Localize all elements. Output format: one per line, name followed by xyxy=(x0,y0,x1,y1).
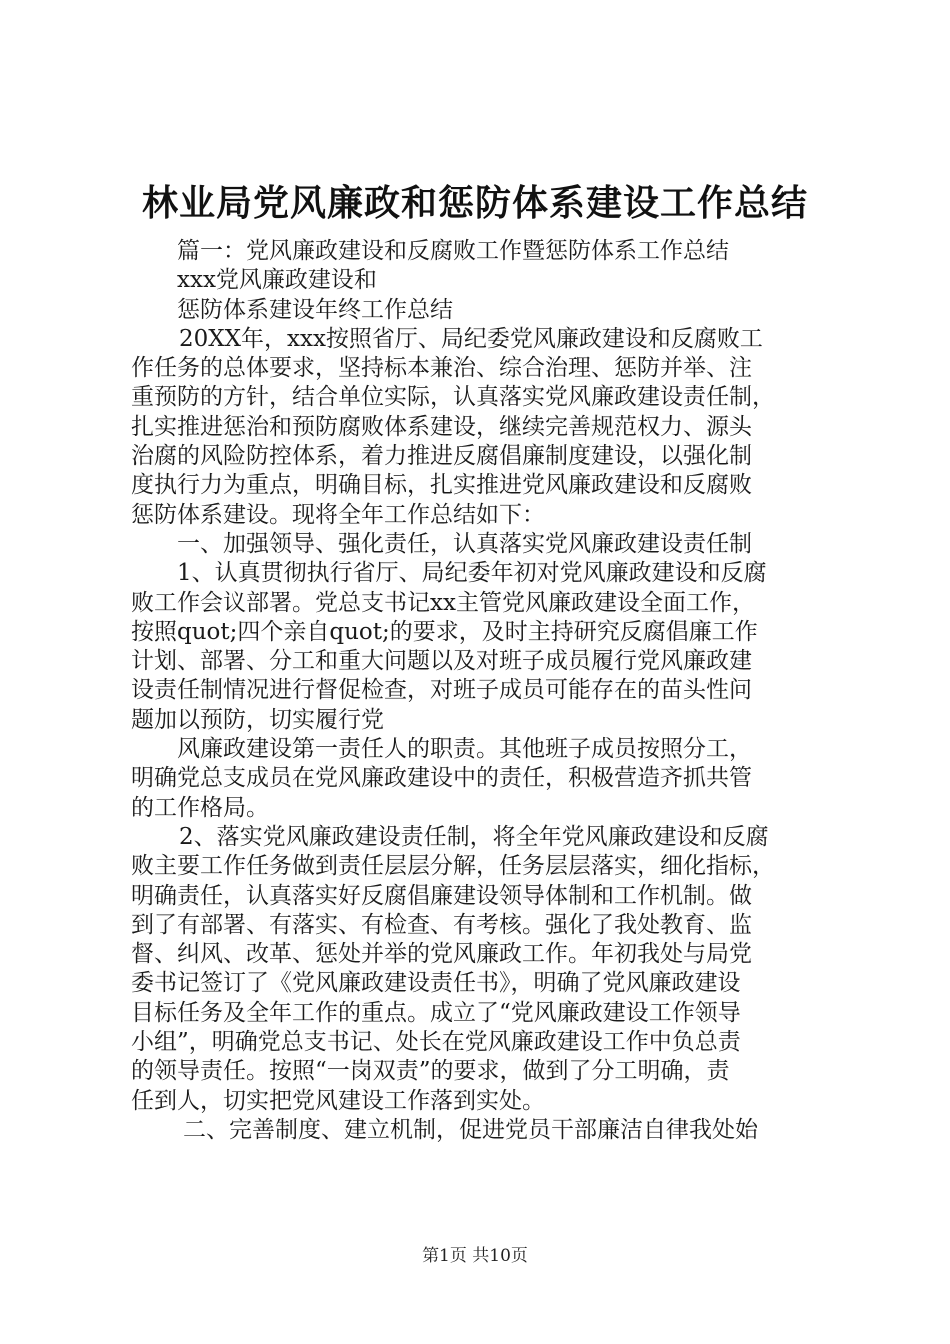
paragraph-line: 惩防体系建设。现将全年工作总结如下： xyxy=(131,501,545,528)
paragraph-line: 治腐的风险防控体系，着力推进反腐倡廉制度建设，以强化制 xyxy=(131,443,752,470)
paragraph-line: 督、纠风、改革、惩处并举的党风廉政工作。年初我处与局党 xyxy=(131,941,752,968)
paragraph-line: 风廉政建设第一责任人的职责。其他班子成员按照分工， xyxy=(177,736,752,763)
paragraph-line: 作任务的总体要求，坚持标本兼治、综合治理、惩防并举、注 xyxy=(131,355,752,382)
paragraph-line: 按照quot;四个亲自quot;的要求，及时主持研究反腐倡廉工作 xyxy=(131,618,758,645)
paragraph-line: 题加以预防，切实履行党 xyxy=(131,706,384,733)
section-heading: 二、完善制度、建立机制，促进党员干部廉洁自律我处始 xyxy=(183,1116,758,1143)
paragraph-line: 明确党总支成员在党风廉政建设中的责任，积极营造齐抓共管 xyxy=(131,765,752,792)
paragraph-line: 败主要工作任务做到责任层层分解，任务层层落实，细化指标， xyxy=(131,853,775,880)
paragraph-line: 任到人，切实把党风建设工作落到实处。 xyxy=(131,1087,545,1114)
paragraph-line: 目标任务及全年工作的重点。成立了“党风廉政建设工作领导 xyxy=(131,999,741,1026)
paragraph-line: 1、认真贯彻执行省厅、局纪委年初对党风廉政建设和反腐 xyxy=(177,560,767,587)
subtitle-line: 惩防体系建设年终工作总结 xyxy=(177,296,453,323)
paragraph-line: 度执行力为重点，明确目标，扎实推进党风廉政建设和反腐败 xyxy=(131,472,752,499)
paragraph-line: 明确责任，认真落实好反腐倡廉建设领导体制和工作机制。做 xyxy=(131,882,752,909)
page-footer: 第1页 共10页 xyxy=(422,1246,528,1266)
paragraph-line: 设责任制情况进行督促检查，对班子成员可能存在的苗头性问 xyxy=(131,677,752,704)
section-heading: 一、加强领导、强化责任，认真落实党风廉政建设责任制 xyxy=(177,530,752,557)
paragraph-line: 的领导责任。按照“一岗双责”的要求，做到了分工明确，责 xyxy=(131,1058,730,1085)
subtitle-line: xxx党风廉政建设和 xyxy=(177,267,377,294)
paragraph-line: 2、落实党风廉政建设责任制，将全年党风廉政建设和反腐 xyxy=(179,823,769,850)
section-heading: 篇一：党风廉政建设和反腐败工作暨惩防体系工作总结 xyxy=(177,238,729,264)
paragraph-line: 到了有部署、有落实、有检查、有考核。强化了我处教育、监 xyxy=(131,911,752,938)
paragraph-line: 20XX年，xxx按照省厅、局纪委党风廉政建设和反腐败工 xyxy=(179,325,763,352)
paragraph-line: 扎实推进惩治和预防腐败体系建设，继续完善规范权力、源头 xyxy=(131,413,752,440)
paragraph-line: 的工作格局。 xyxy=(131,794,269,821)
paragraph-line: 计划、部署、分工和重大问题以及对班子成员履行党风廉政建 xyxy=(131,648,752,675)
document-title: 林业局党风廉政和惩防体系建设工作总结 xyxy=(141,183,808,224)
paragraph-line: 小组”，明确党总支书记、处长在党风廉政建设工作中负总责 xyxy=(131,1029,741,1056)
paragraph-line: 委书记签订了《党风廉政建设责任书》，明确了党风廉政建设 xyxy=(131,970,741,997)
paragraph-line: 重预防的方针，结合单位实际，认真落实党风廉政建设责任制， xyxy=(131,384,775,411)
paragraph-line: 败工作会议部署。党总支书记xx主管党风廉政建设全面工作， xyxy=(131,589,755,616)
document-body xyxy=(131,237,831,1145)
